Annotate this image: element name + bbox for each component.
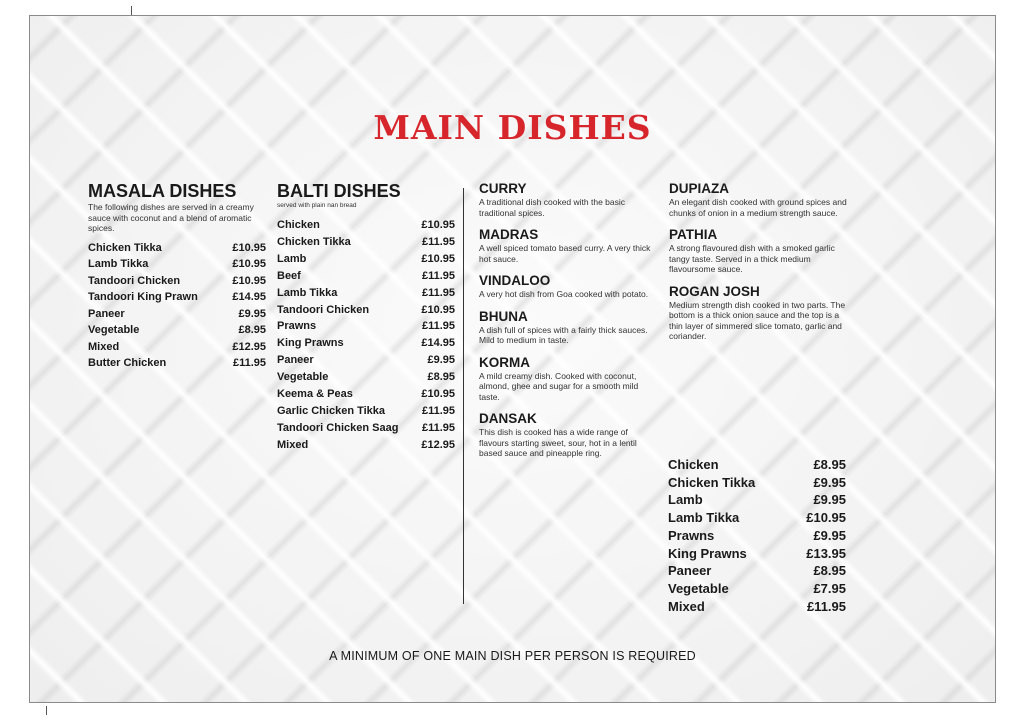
item-name: King Prawns <box>277 337 344 350</box>
item-name: Keema & Peas <box>277 388 353 401</box>
item-name: King Prawns <box>668 545 747 561</box>
item-price: £10.95 <box>806 510 846 526</box>
menu-item <box>277 369 455 386</box>
item-name: Paneer <box>277 354 314 367</box>
crop-mark-bottom <box>46 706 47 715</box>
item-price: £11.95 <box>421 286 455 299</box>
style-entry <box>479 227 654 264</box>
menu-item <box>277 285 455 302</box>
balti-subtitle: served with plain nan bread <box>277 202 357 209</box>
style-entry <box>479 411 654 459</box>
item-name: Vegetable <box>88 324 140 336</box>
item-name: Tandoori Chicken <box>277 303 370 316</box>
menu-item <box>88 256 266 273</box>
menu-item <box>277 268 455 285</box>
item-name: Butter Chicken <box>88 357 167 369</box>
style-entry <box>479 273 654 300</box>
item-price: £9.95 <box>813 474 846 490</box>
menu-item <box>277 386 455 403</box>
menu-item <box>668 598 846 616</box>
menu-item <box>668 545 846 563</box>
item-price: £12.95 <box>232 340 266 353</box>
menu-item <box>277 302 455 319</box>
item-name: Prawns <box>668 527 715 543</box>
menu-item <box>668 562 846 580</box>
menu-item <box>88 322 266 339</box>
item-name: Chicken Tikka <box>668 474 756 490</box>
style-entry <box>669 181 849 218</box>
style-name: VINDALOO <box>479 273 551 288</box>
style-entry <box>669 284 849 342</box>
item-price: £10.95 <box>421 303 455 316</box>
item-name: Chicken Tikka <box>277 235 351 248</box>
column-divider <box>463 188 464 604</box>
masala-heading: MASALA DISHES <box>88 181 237 201</box>
crop-mark-top <box>131 6 132 15</box>
item-price: £8.95 <box>238 324 266 336</box>
style-description: A well spiced tomato based curry. A very thick hot sauce. <box>479 243 651 264</box>
item-name: Prawns <box>277 320 317 333</box>
style-description: A dish full of spices with a fairly thick sauces. Mild to medium in taste. <box>479 324 648 345</box>
item-price: £10.95 <box>232 274 266 287</box>
item-price: £9.95 <box>427 354 455 367</box>
item-name: Lamb <box>277 252 307 265</box>
item-name: Lamb Tikka <box>668 510 740 526</box>
curry-styles-left <box>479 181 654 468</box>
item-name: Garlic Chicken Tikka <box>277 404 386 417</box>
menu-item <box>88 339 266 356</box>
item-name: Beef <box>277 269 301 282</box>
item-price: £9.95 <box>813 492 846 508</box>
curry-styles-right <box>669 181 849 351</box>
item-price: £10.95 <box>421 219 455 231</box>
menu-item <box>668 509 846 527</box>
item-name: Chicken <box>668 457 719 472</box>
menu-item <box>88 355 266 372</box>
masala-item-list <box>88 240 266 372</box>
menu-item <box>277 352 455 369</box>
style-entry <box>479 309 654 346</box>
menu-item <box>277 403 455 420</box>
item-price: £11.95 <box>421 269 455 282</box>
menu-item <box>277 318 455 335</box>
item-price: £8.95 <box>427 371 455 384</box>
style-name: ROGAN JOSH <box>669 283 760 299</box>
footer-notice: A MINIMUM OF ONE MAIN DISH PER PERSON IS REQUIRED <box>329 649 696 663</box>
menu-item <box>88 273 266 290</box>
style-description: A strong flavoured dish with a smoked garlic tangy taste. Served in a thick medium flavoursome sauce. <box>669 243 835 274</box>
style-name: PATHIA <box>669 227 718 242</box>
item-price: £14.95 <box>421 337 455 350</box>
style-description: This dish is cooked has a wide range of flavours starting sweet, sour, hot in a lentil based sauce and pineapple ring. <box>479 427 637 458</box>
menu-item <box>668 456 846 474</box>
item-name: Mixed <box>668 598 705 614</box>
item-price: £8.95 <box>813 563 846 579</box>
masala-section <box>88 181 266 372</box>
balti-section <box>277 181 455 454</box>
style-name: BHUNA <box>479 308 528 324</box>
item-name: Chicken <box>277 219 320 231</box>
menu-item <box>277 217 455 234</box>
style-name: DUPIAZA <box>669 181 729 196</box>
item-price: £11.95 <box>232 357 266 369</box>
item-name: Mixed <box>88 340 120 353</box>
item-price: £10.95 <box>232 241 266 254</box>
menu-page <box>29 15 996 703</box>
menu-item <box>277 437 455 454</box>
style-description: A traditional dish cooked with the basic traditional spices. <box>479 197 626 218</box>
item-name: Lamb Tikka <box>88 258 149 270</box>
style-entry <box>669 227 849 275</box>
style-description: A very hot dish from Goa cooked with potato. <box>479 289 649 299</box>
item-name: Tandoori Chicken <box>88 274 181 287</box>
menu-item <box>668 474 846 492</box>
style-price-list <box>668 456 846 615</box>
item-price: £7.95 <box>813 580 846 596</box>
item-price: £10.95 <box>421 252 455 265</box>
balti-item-list <box>277 217 455 454</box>
style-name: DANSAK <box>479 411 537 426</box>
item-name: Tandoori Chicken Saag <box>277 421 399 434</box>
item-price: £9.95 <box>238 307 266 320</box>
menu-item <box>88 240 266 257</box>
item-price: £11.95 <box>421 235 455 248</box>
item-price: £10.95 <box>421 388 455 401</box>
item-name: Mixed <box>277 438 309 451</box>
item-price: £10.95 <box>232 258 266 270</box>
page-title: MAIN DISHES <box>373 108 652 147</box>
item-name: Chicken Tikka <box>88 241 162 254</box>
style-name: CURRY <box>479 181 527 196</box>
item-price: £11.95 <box>421 320 455 333</box>
menu-item <box>668 527 846 545</box>
item-price: £14.95 <box>232 291 266 303</box>
item-name: Paneer <box>88 307 125 320</box>
item-name: Paneer <box>668 563 712 579</box>
style-description: Medium strength dish cooked in two parts. The bottom is a thick onion sauce and the top is a thin layer of simmered slice tomato, garlic and coriander. <box>669 299 846 341</box>
item-price: £11.95 <box>421 404 455 417</box>
item-price: £11.95 <box>421 421 455 434</box>
style-description: An elegant dish cooked with ground spices and chunks of onion in a medium strength sauce. <box>669 197 847 218</box>
item-price: £12.95 <box>421 438 455 451</box>
item-price: £8.95 <box>813 457 846 472</box>
menu-item <box>277 251 455 268</box>
item-price: £13.95 <box>806 545 846 561</box>
menu-item <box>88 289 266 306</box>
item-name: Tandoori King Prawn <box>88 291 198 303</box>
style-name: KORMA <box>479 354 530 370</box>
menu-item <box>277 234 455 251</box>
masala-description: The following dishes are served in a creamy sauce with coconut and a blend of aromatic spices. <box>88 202 254 233</box>
menu-item <box>277 420 455 437</box>
item-price: £9.95 <box>813 527 846 543</box>
menu-item <box>668 491 846 509</box>
style-description: A mild creamy dish. Cooked with coconut, almond, ghee and sugar for a smooth mild taste. <box>479 370 639 402</box>
item-name: Vegetable <box>668 580 729 596</box>
menu-item <box>668 580 846 598</box>
menu-item <box>88 306 266 323</box>
menu-item <box>277 335 455 352</box>
style-entry <box>479 181 654 218</box>
item-name: Vegetable <box>277 371 329 384</box>
style-name: MADRAS <box>479 227 539 242</box>
item-name: Lamb <box>668 492 703 508</box>
item-name: Lamb Tikka <box>277 286 338 299</box>
item-price: £11.95 <box>806 598 846 614</box>
style-entry <box>479 355 654 403</box>
balti-heading: BALTI DISHES <box>277 181 401 201</box>
